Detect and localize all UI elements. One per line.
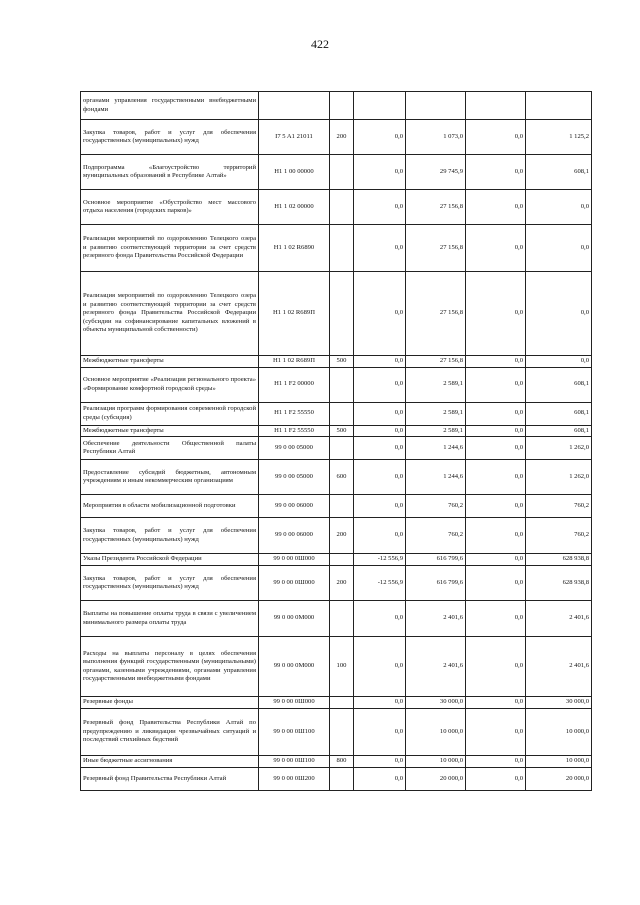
amount-change-cell: -12 556,9: [354, 566, 406, 601]
amount-year1-cell: 1 244,6: [406, 437, 466, 460]
target-code-cell: 99 0 00 0Ш000: [259, 697, 330, 709]
amount-year1-cell: 616 799,6: [406, 554, 466, 566]
amount-change-cell: 0,0: [354, 120, 406, 155]
amount-year1-cell: 29 745,9: [406, 155, 466, 190]
amount-change-cell: 0,0: [354, 225, 406, 272]
amount-year1-cell: 2 589,1: [406, 367, 466, 402]
amount-year2-cell: 0,0: [526, 225, 592, 272]
amount-year2-cell: 628 938,8: [526, 566, 592, 601]
target-code-cell: 99 0 00 0Ш200: [259, 768, 330, 791]
table-row: [81, 225, 592, 272]
amount-year2-cell: 0,0: [526, 272, 592, 356]
target-code-cell: 99 0 00 0Ш000: [259, 554, 330, 566]
amount-year1-cell: 760,2: [406, 495, 466, 518]
amount-change2-cell: 0,0: [466, 566, 526, 601]
amount-change2-cell: 0,0: [466, 225, 526, 272]
expense-type-cell: [330, 272, 354, 356]
amount-change-cell: 0,0: [354, 425, 406, 437]
table-row: [81, 190, 592, 225]
expense-type-cell: [330, 402, 354, 425]
amount-year1-cell: 10 000,0: [406, 709, 466, 756]
item-name-cell: Резервный фонд Правительства Республики Алтай: [81, 768, 259, 791]
amount-change2-cell: 0,0: [466, 190, 526, 225]
table-row: [81, 756, 592, 768]
amount-change-cell: 0,0: [354, 601, 406, 637]
amount-year2-cell: 760,2: [526, 495, 592, 518]
amount-year1-cell: 20 000,0: [406, 768, 466, 791]
target-code-cell: I7 5 A1 21011: [259, 120, 330, 155]
expense-type-cell: [330, 367, 354, 402]
table-row: [81, 637, 592, 697]
item-name-cell: Иные бюджетные ассигнования: [81, 756, 259, 768]
table-row: [81, 437, 592, 460]
amount-year1-cell: 27 156,8: [406, 190, 466, 225]
amount-change2-cell: 0,0: [466, 768, 526, 791]
target-code-cell: [259, 92, 330, 120]
target-code-cell: 99 0 00 05000: [259, 437, 330, 460]
amount-year2-cell: 760,2: [526, 518, 592, 554]
item-name-cell: Обеспечение деятельности Общественной палаты Республики Алтай: [81, 437, 259, 460]
item-name-cell: Закупка товаров, работ и услуг для обеспечения государственных (муниципальных) нужд: [81, 566, 259, 601]
amount-year2-cell: 10 000,0: [526, 756, 592, 768]
budget-table: [80, 91, 592, 791]
item-name-cell: Выплаты на повышение оплаты труда в связи с увеличением минимального размера оплаты труда: [81, 601, 259, 637]
table-row: [81, 402, 592, 425]
item-name-cell: Реализация мероприятий по оздоровлению Телецкого озера и развитию соответствующей территории за счет средств резервного фонда Правительства Российской Федерации: [81, 225, 259, 272]
target-code-cell: H1 1 F2 00000: [259, 367, 330, 402]
page-number: 422: [311, 37, 329, 51]
amount-year2-cell: 628 938,8: [526, 554, 592, 566]
amount-year2-cell: 608,1: [526, 402, 592, 425]
amount-change-cell: 0,0: [354, 460, 406, 495]
amount-year1-cell: 2 589,1: [406, 425, 466, 437]
amount-change-cell: 0,0: [354, 356, 406, 368]
item-name-cell: Закупка товаров, работ и услуг для обеспечения государственных (муниципальных) нужд: [81, 518, 259, 554]
target-code-cell: H1 1 02 R689П: [259, 272, 330, 356]
amount-change-cell: 0,0: [354, 756, 406, 768]
table-row: [81, 460, 592, 495]
expense-type-cell: [330, 92, 354, 120]
target-code-cell: 99 0 00 0M000: [259, 637, 330, 697]
amount-change-cell: 0,0: [354, 155, 406, 190]
amount-year2-cell: 608,1: [526, 425, 592, 437]
amount-change2-cell: 0,0: [466, 272, 526, 356]
item-name-cell: Подпрограмма «Благоустройство территорий муниципальных образований в Республике Алтай»: [81, 155, 259, 190]
amount-change-cell: 0,0: [354, 437, 406, 460]
amount-change2-cell: 0,0: [466, 402, 526, 425]
table-row: [81, 272, 592, 356]
target-code-cell: H1 1 02 R6890: [259, 225, 330, 272]
amount-change2-cell: 0,0: [466, 518, 526, 554]
amount-change-cell: 0,0: [354, 190, 406, 225]
amount-year1-cell: [406, 92, 466, 120]
expense-type-cell: [330, 155, 354, 190]
table-row: [81, 554, 592, 566]
amount-change2-cell: 0,0: [466, 554, 526, 566]
amount-year1-cell: 30 000,0: [406, 697, 466, 709]
target-code-cell: 99 0 00 06000: [259, 495, 330, 518]
target-code-cell: 99 0 00 0M000: [259, 601, 330, 637]
amount-change2-cell: 0,0: [466, 155, 526, 190]
table-row: [81, 92, 592, 120]
amount-change2-cell: 0,0: [466, 709, 526, 756]
amount-year2-cell: 608,1: [526, 367, 592, 402]
table-row: [81, 518, 592, 554]
item-name-cell: Резервные фонды: [81, 697, 259, 709]
expense-type-cell: 200: [330, 518, 354, 554]
amount-year1-cell: 2 401,6: [406, 637, 466, 697]
item-name-cell: Указы Президента Российской Федерации: [81, 554, 259, 566]
amount-change2-cell: 0,0: [466, 460, 526, 495]
item-name-cell: Предоставление субсидий бюджетным, автономным учреждениям и иным некоммерческим организациям: [81, 460, 259, 495]
item-name-cell: Мероприятия в области мобилизационной подготовки: [81, 495, 259, 518]
table-row: [81, 356, 592, 368]
target-code-cell: 99 0 00 0Ш100: [259, 709, 330, 756]
amount-year1-cell: 760,2: [406, 518, 466, 554]
table-row: [81, 155, 592, 190]
amount-change2-cell: 0,0: [466, 367, 526, 402]
table-row: [81, 566, 592, 601]
amount-year2-cell: 20 000,0: [526, 768, 592, 791]
amount-change-cell: 0,0: [354, 768, 406, 791]
amount-year1-cell: 1 073,0: [406, 120, 466, 155]
item-name-cell: Межбюджетные трансферты: [81, 356, 259, 368]
item-name-cell: Реализация мероприятий по оздоровлению Телецкого озера и развитию соответствующей территории за счет средств резервного фонда Правительства Российской Федерации (субсидии на софинансирование капитальных вложений в объекты муниципальной собственности): [81, 272, 259, 356]
amount-change2-cell: 0,0: [466, 637, 526, 697]
amount-change-cell: 0,0: [354, 709, 406, 756]
amount-change-cell: [354, 92, 406, 120]
amount-year2-cell: 0,0: [526, 190, 592, 225]
amount-year2-cell: 608,1: [526, 155, 592, 190]
amount-change2-cell: 0,0: [466, 437, 526, 460]
amount-year1-cell: 10 000,0: [406, 756, 466, 768]
amount-year1-cell: 27 156,8: [406, 225, 466, 272]
expense-type-cell: 500: [330, 356, 354, 368]
amount-change-cell: -12 556,9: [354, 554, 406, 566]
item-name-cell: Резервный фонд Правительства Республики Алтай по предупреждению и ликвидации чрезвычайных ситуаций и последствий стихийных бедствий: [81, 709, 259, 756]
item-name-cell: органами управления государственными внебюджетными фондами: [81, 92, 259, 120]
expense-type-cell: [330, 601, 354, 637]
expense-type-cell: [330, 709, 354, 756]
amount-year2-cell: 2 401,6: [526, 637, 592, 697]
expense-type-cell: 500: [330, 425, 354, 437]
expense-type-cell: [330, 495, 354, 518]
expense-type-cell: 100: [330, 637, 354, 697]
amount-year2-cell: 30 000,0: [526, 697, 592, 709]
amount-year1-cell: 1 244,6: [406, 460, 466, 495]
target-code-cell: 99 0 00 0Ш000: [259, 566, 330, 601]
target-code-cell: H1 1 00 00000: [259, 155, 330, 190]
amount-year2-cell: [526, 92, 592, 120]
amount-change-cell: 0,0: [354, 518, 406, 554]
expense-type-cell: 600: [330, 460, 354, 495]
amount-change-cell: 0,0: [354, 637, 406, 697]
amount-year1-cell: 27 156,8: [406, 272, 466, 356]
amount-year1-cell: 2 401,6: [406, 601, 466, 637]
item-name-cell: Закупка товаров, работ и услуг для обеспечения государственных (муниципальных) нужд: [81, 120, 259, 155]
item-name-cell: Основное мероприятие «Реализация регионального проекта» «Формирование комфортной городской среды»: [81, 367, 259, 402]
amount-year2-cell: 2 401,6: [526, 601, 592, 637]
item-name-cell: Расходы на выплаты персоналу в целях обеспечения выполнения функций государственными (муниципальными) органами, казенными учреждениями, органами управления государственными внебюджетными фондами: [81, 637, 259, 697]
amount-change2-cell: 0,0: [466, 697, 526, 709]
target-code-cell: 99 0 00 05000: [259, 460, 330, 495]
expense-type-cell: [330, 437, 354, 460]
amount-year2-cell: 10 000,0: [526, 709, 592, 756]
expense-type-cell: [330, 697, 354, 709]
amount-year1-cell: 2 589,1: [406, 402, 466, 425]
target-code-cell: 99 0 00 0Ш100: [259, 756, 330, 768]
amount-year1-cell: 27 156,8: [406, 356, 466, 368]
table-row: [81, 768, 592, 791]
amount-change2-cell: [466, 92, 526, 120]
expense-type-cell: [330, 225, 354, 272]
amount-year2-cell: 1 262,0: [526, 437, 592, 460]
table-row: [81, 367, 592, 402]
amount-year2-cell: 1 262,0: [526, 460, 592, 495]
amount-change-cell: 0,0: [354, 495, 406, 518]
table-row: [81, 697, 592, 709]
amount-year2-cell: 1 125,2: [526, 120, 592, 155]
expense-type-cell: [330, 768, 354, 791]
amount-change2-cell: 0,0: [466, 601, 526, 637]
amount-change-cell: 0,0: [354, 272, 406, 356]
table-row: [81, 495, 592, 518]
amount-year2-cell: 0,0: [526, 356, 592, 368]
table-row: [81, 601, 592, 637]
item-name-cell: Основное мероприятие «Обустройство мест массового отдыха населения (городских парков)»: [81, 190, 259, 225]
table-row: [81, 425, 592, 437]
target-code-cell: 99 0 00 06000: [259, 518, 330, 554]
amount-year1-cell: 616 799,6: [406, 566, 466, 601]
expense-type-cell: 200: [330, 120, 354, 155]
target-code-cell: H1 1 F2 55550: [259, 425, 330, 437]
item-name-cell: Межбюджетные трансферты: [81, 425, 259, 437]
table-row: [81, 709, 592, 756]
target-code-cell: H1 1 02 00000: [259, 190, 330, 225]
expense-type-cell: 200: [330, 566, 354, 601]
amount-change-cell: 0,0: [354, 402, 406, 425]
amount-change2-cell: 0,0: [466, 120, 526, 155]
amount-change2-cell: 0,0: [466, 425, 526, 437]
expense-type-cell: [330, 190, 354, 225]
amount-change2-cell: 0,0: [466, 495, 526, 518]
amount-change-cell: 0,0: [354, 697, 406, 709]
expense-type-cell: 800: [330, 756, 354, 768]
target-code-cell: H1 1 F2 55550: [259, 402, 330, 425]
item-name-cell: Реализация программ формирования современной городской среды (субсидия): [81, 402, 259, 425]
amount-change-cell: 0,0: [354, 367, 406, 402]
expense-type-cell: [330, 554, 354, 566]
amount-change2-cell: 0,0: [466, 356, 526, 368]
table-row: [81, 120, 592, 155]
amount-change2-cell: 0,0: [466, 756, 526, 768]
target-code-cell: H1 1 02 R689П: [259, 356, 330, 368]
